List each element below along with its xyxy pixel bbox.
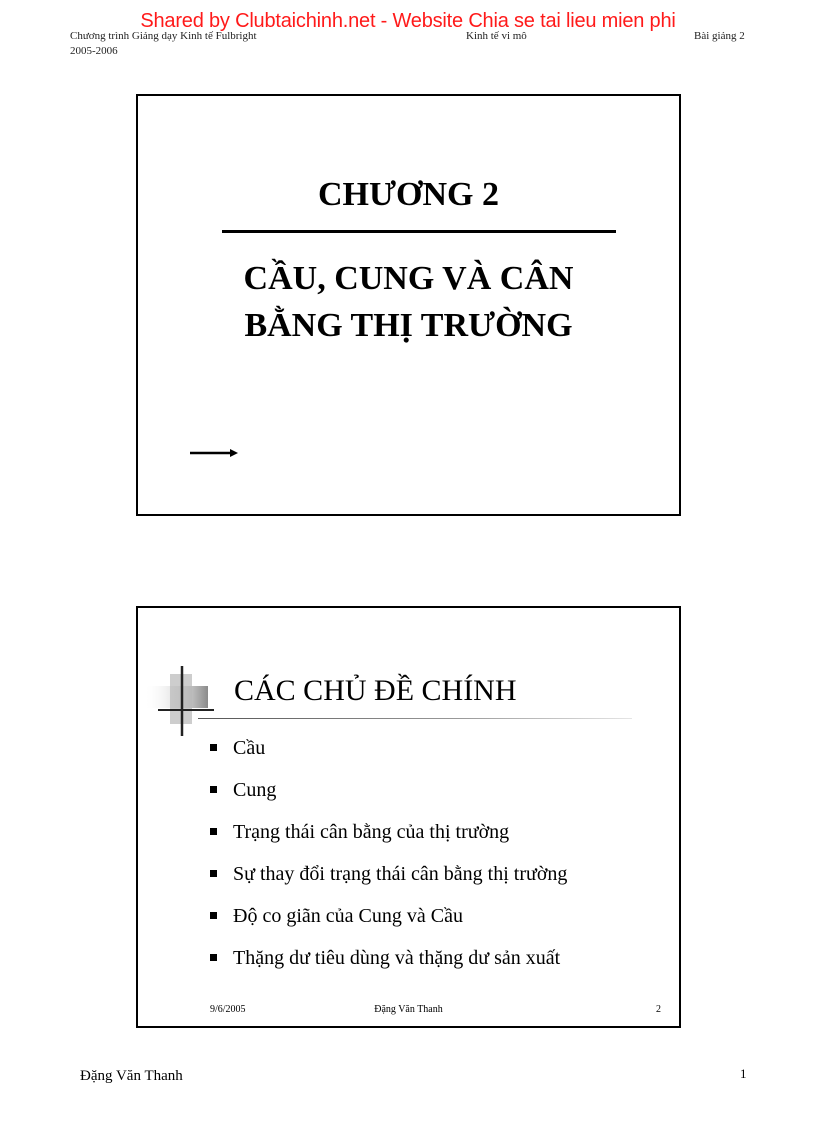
chapter-title-line1: CẦU, CUNG VÀ CÂN [243,260,574,297]
header-program: Chương trình Giảng dạy Kinh tế Fulbright [70,30,257,42]
watermark-banner: Shared by Clubtaichinh.net - Website Chia se tai lieu mien phi [140,10,676,32]
crosshair-decoration-icon [144,666,214,736]
page-footer-author: Đặng Văn Thanh [80,1068,183,1084]
page-number: 1 [740,1066,747,1081]
topic-text: Thặng dư tiêu dùng và thặng dư sản xuất [233,947,561,969]
bullet-square-icon [210,828,217,835]
chapter-title-line2: BẰNG THỊ TRƯỜNG [244,307,573,344]
bullet-square-icon [210,870,217,877]
list-item [210,774,567,816]
slide-footer-author: Đặng Văn Thanh [374,1004,443,1015]
header-lecture: Bài giảng 2 [694,30,745,42]
slide-heading: CÁC CHỦ ĐỀ CHÍNH [234,674,517,707]
bullet-square-icon [210,786,217,793]
slide-footer-number: 2 [656,1004,661,1015]
chapter-label: CHƯƠNG 2 [317,176,499,213]
topic-text: Trạng thái cân bằng của thị trường [233,821,510,843]
title-divider [222,230,616,233]
topic-text: Cầu [233,737,266,759]
topic-text: Sự thay đổi trạng thái cân bằng thị trường [233,863,568,885]
bullet-square-icon [210,744,217,751]
slide-chapter-title [136,94,681,516]
bullet-square-icon [210,954,217,961]
list-item [210,732,567,774]
bullet-square-icon [210,912,217,919]
topic-text: Cung [233,779,277,801]
arrow-right-icon [190,446,240,460]
slide-footer-date: 9/6/2005 [210,1004,246,1015]
topic-list [210,732,567,984]
topic-text: Độ co giãn của Cung và Cầu [233,905,463,927]
list-item [210,942,567,984]
list-item [210,816,567,858]
list-item [210,858,567,900]
header-year: 2005-2006 [70,45,118,57]
slide-main-topics [136,606,681,1028]
heading-underline [198,718,632,719]
list-item [210,900,567,942]
header-course: Kinh tế vi mô [466,30,527,42]
